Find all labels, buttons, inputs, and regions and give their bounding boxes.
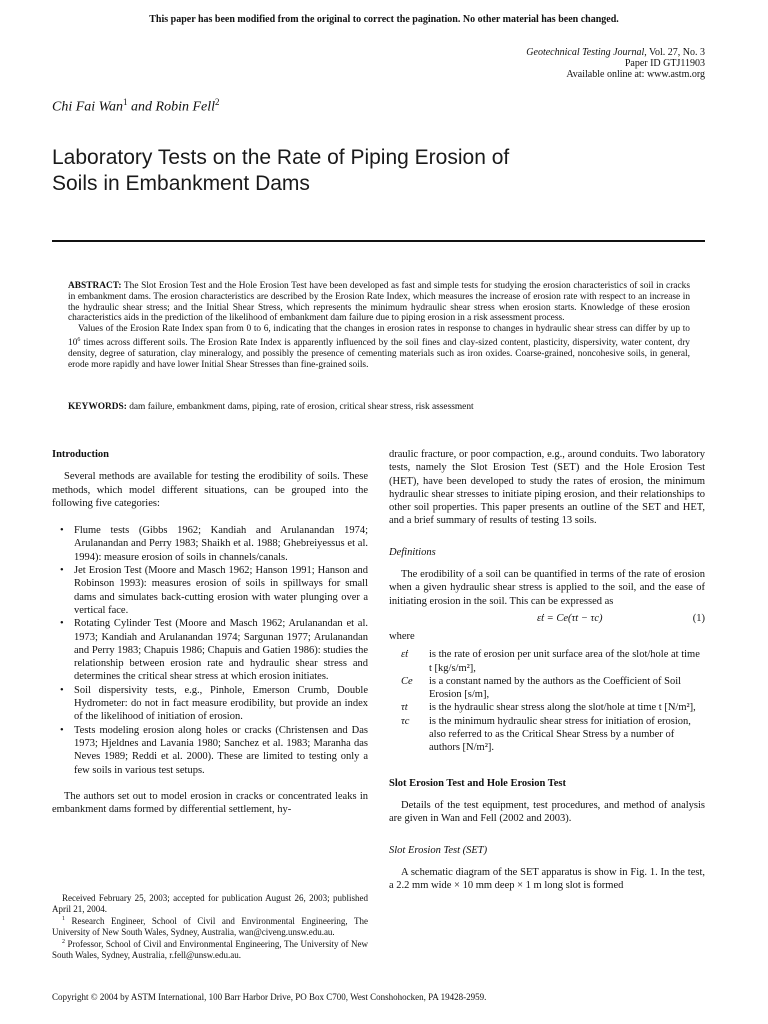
copyright-footer: Copyright © 2004 by ASTM International, 100 Barr Harbor Drive, PO Box C700, West Conshohocken, PA 19428-2959.: [52, 992, 487, 1002]
list-item-text: Tests modeling erosion along holes or cracks (Christensen and Das 1973; Hjeldnes and Lavania 1980; Sanchez et al. 1983; Maranha das Neves 1989; Reddi et al. 2000). These are limited to testing only a few soils in various test setups.: [74, 724, 368, 776]
abstract-para-2: [68, 324, 690, 370]
title-rule: [52, 240, 705, 242]
definition-row: [389, 701, 705, 714]
author-2-note: 2: [215, 97, 220, 107]
footnotes: [52, 893, 368, 961]
journal-info: [526, 47, 705, 80]
equation-1: [389, 612, 705, 626]
bullet-icon: •: [60, 684, 64, 696]
set-het-paragraph: Details of the test equipment, test procedures, and method of analysis are given in Wan and Fell (2002 and 2003).: [389, 799, 705, 825]
list-item-text: Flume tests (Gibbs 1962; Kandiah and Arulanandan 1974; Arulanandan and Perry 1983; Shaikh et al. 1988; Ghebreiyessus et al. 1994): measure erosion of soils in channels/canals.: [74, 525, 368, 563]
list-item: [52, 564, 368, 617]
abstract: [68, 281, 690, 371]
abstract-label: ABSTRACT:: [68, 281, 122, 291]
abstract-para-1: [68, 281, 690, 324]
set-het-heading: Slot Erosion Test and Hole Erosion Test: [389, 777, 566, 789]
list-item: [52, 524, 368, 564]
definition-row: [389, 675, 705, 702]
journal-volume: , Vol. 27, No. 3: [644, 47, 705, 58]
availability-link[interactable]: Available online at: www.astm.org: [566, 69, 705, 80]
author-1: Chi Fai Wan: [52, 99, 124, 115]
definitions-paragraph: The erodibility of a soil can be quantified in terms of the rate of erosion when a given hydraulic shear stress is applied to the soil, and the ease of initiating erosion in the soil. This can be expressed as: [389, 569, 705, 607]
bullet-icon: •: [60, 618, 64, 630]
footnote-2-mark: 2: [62, 939, 65, 946]
author-2: and Robin Fell: [127, 99, 216, 115]
left-column: [52, 448, 368, 816]
definition-row: [389, 648, 705, 675]
definition-text: is a constant named by the authors as the Coefficient of Soil Erosion [s/m],: [429, 675, 682, 701]
author-line: [52, 97, 220, 116]
continuation-paragraph: draulic fracture, or poor compaction, e.g., around conduits. Two laboratory tests, namely the Slot Erosion Test (SET) and the Hole Erosion Test (HET), have been developed to study the rates of erosion, the minimum hydraulic shear stresses to initiate piping erosion, and their relationships to other soil properties. This paper presents an outline of the SET and HET, and a brief summary of results of testing 13 soils.: [389, 449, 705, 527]
paper-id: Paper ID GTJ11903: [624, 58, 705, 69]
definition-symbol: Ce: [401, 675, 413, 687]
intro-paragraph: Several methods are available for testing the erodibility of soils. These methods, which model different situations, can be grouped into the following five categories:: [52, 471, 368, 509]
title-line-1: Laboratory Tests on the Rate of Piping Erosion of: [52, 146, 510, 169]
footnote-1: [52, 914, 368, 937]
definition-text: is the minimum hydraulic shear stress for initiation of erosion, also referred to as the Critical Shear Stress by a number of authors [N/m²].: [429, 715, 691, 754]
list-item: [52, 617, 368, 683]
erosion-test-list: [52, 524, 368, 777]
list-item-text: Jet Erosion Test (Moore and Masch 1962; Hanson 1991; Hanson and Robinson 1993): measures erosion of soils in spillways for small dams and simulates back-cutting erosion with water plunging over a vertical face.: [74, 565, 368, 616]
definition-row: [389, 715, 705, 755]
list-item: [52, 684, 368, 724]
abstract-text-2a: Values of the Erosion Rate Index span from 0 to 6, indicating that the changes in erosion rates in response to changes in hydraulic shear stress can differ by up to 10: [68, 324, 690, 349]
definition-symbol: ε̇t: [401, 649, 409, 661]
footnote-2-text: Professor, School of Civil and Environmental Engineering, The University of New South Wales, Sydney, Australia, r.fell@unsw.edu.au.: [52, 939, 368, 960]
bullet-icon: •: [60, 724, 64, 736]
definition-text: is the hydraulic shear stress along the slot/hole at time t [N/m²],: [429, 702, 696, 714]
title-line-2: Soils in Embankment Dams: [52, 172, 310, 195]
set-paragraph: A schematic diagram of the SET apparatus is show in Fig. 1. In the test, a 2.2 mm wide × 10 mm deep × 1 m long slot is formed: [389, 866, 705, 892]
symbol-definitions: [389, 648, 705, 754]
list-item-text: Rotating Cylinder Test (Moore and Masch 1962; Arulanandan et al. 1973; Kandiah and Arulanandan 1974; Sargunan 1977; Arulanandan and Perry 1983; Chapuis 1986; Chapuis and Gatien 1986): studies the relationship between erosion rate and hydraulic shear stress and determines the critical shear stress at which erosion initiates.: [74, 618, 368, 683]
equation-number: (1): [692, 612, 705, 624]
modification-notice: This paper has been modified from the original to correct the pagination. No other material has been changed.: [149, 14, 619, 25]
paper-title: [52, 145, 672, 197]
right-column: [389, 448, 705, 892]
footnote-2: [52, 937, 368, 960]
list-item: [52, 724, 368, 777]
equation-body: ε̇t = Ce(τt − τc): [537, 612, 603, 624]
bullet-icon: •: [60, 565, 64, 577]
list-item-text: Soil dispersivity tests, e.g., Pinhole, Emerson Crumb, Double Hydrometer: do not in fact measure erodibility, but provide an index of the likelihood of initiation of erosion.: [74, 684, 368, 723]
abstract-text-2b: times across different soils. The Erosion Rate Index is apparently influenced by the soil fines and clay-sized content, plasticity, dispersivity, water content, dry density, degree of saturation, clay mineralogy, and possibly the presence of cementing materials such as iron oxides. Coarse-grained, noncohesive soils, in general, erode more rapidly and have lower Initial Shear Stresses than fine-grained soils.: [68, 338, 690, 370]
keywords-label: KEYWORDS:: [68, 402, 127, 412]
definitions-heading: Definitions: [389, 546, 436, 558]
abstract-text-1: The Slot Erosion Test and the Hole Erosion Test have been developed as fast and simple tests for studying the erosion characteristics of soil in cracks in embankment dams. The erosion characteristics are described by the Erosion Rate Index, which measures the increase of erosion rate with respect to an increase in the hydraulic shear stress; and the Initial Shear Stress, which represents the minimum hydraulic shear stress when erosion starts. Knowledge of these erosion characteristics aids in the prediction of the likelihood of embankment dam failure due to piping erosion in a risk assessment process.: [68, 281, 690, 324]
definition-text: is the rate of erosion per unit surface area of the slot/hole at time t [kg/s/m²],: [429, 649, 700, 674]
where-label: where: [389, 630, 415, 642]
footnote-1-mark: 1: [62, 916, 65, 923]
keywords-text: dam failure, embankment dams, piping, rate of erosion, critical shear stress, risk assessment: [126, 402, 474, 412]
definition-symbol: τt: [401, 702, 408, 714]
intro-heading: Introduction: [52, 449, 109, 460]
author-1-note: 1: [123, 97, 128, 107]
abstract-exponent: 6: [77, 336, 81, 343]
footnote-1-text: Research Engineer, School of Civil and Environmental Engineering, The University of New South Wales, Sydney, Australia, wan@civeng.unsw.edu.au.: [52, 916, 368, 937]
bullet-icon: •: [60, 525, 64, 537]
intro-closing-paragraph: The authors set out to model erosion in cracks or concentrated leaks in embankment dams formed by differential settlement, hy-: [52, 790, 368, 816]
received-note: Received February 25, 2003; accepted for publication August 26, 2003; published April 21, 2004.: [52, 893, 368, 914]
journal-citation: [526, 47, 705, 58]
keywords: [68, 402, 690, 412]
definition-symbol: τc: [401, 715, 410, 727]
journal-name: Geotechnical Testing Journal: [526, 47, 645, 58]
set-heading: Slot Erosion Test (SET): [389, 844, 488, 856]
